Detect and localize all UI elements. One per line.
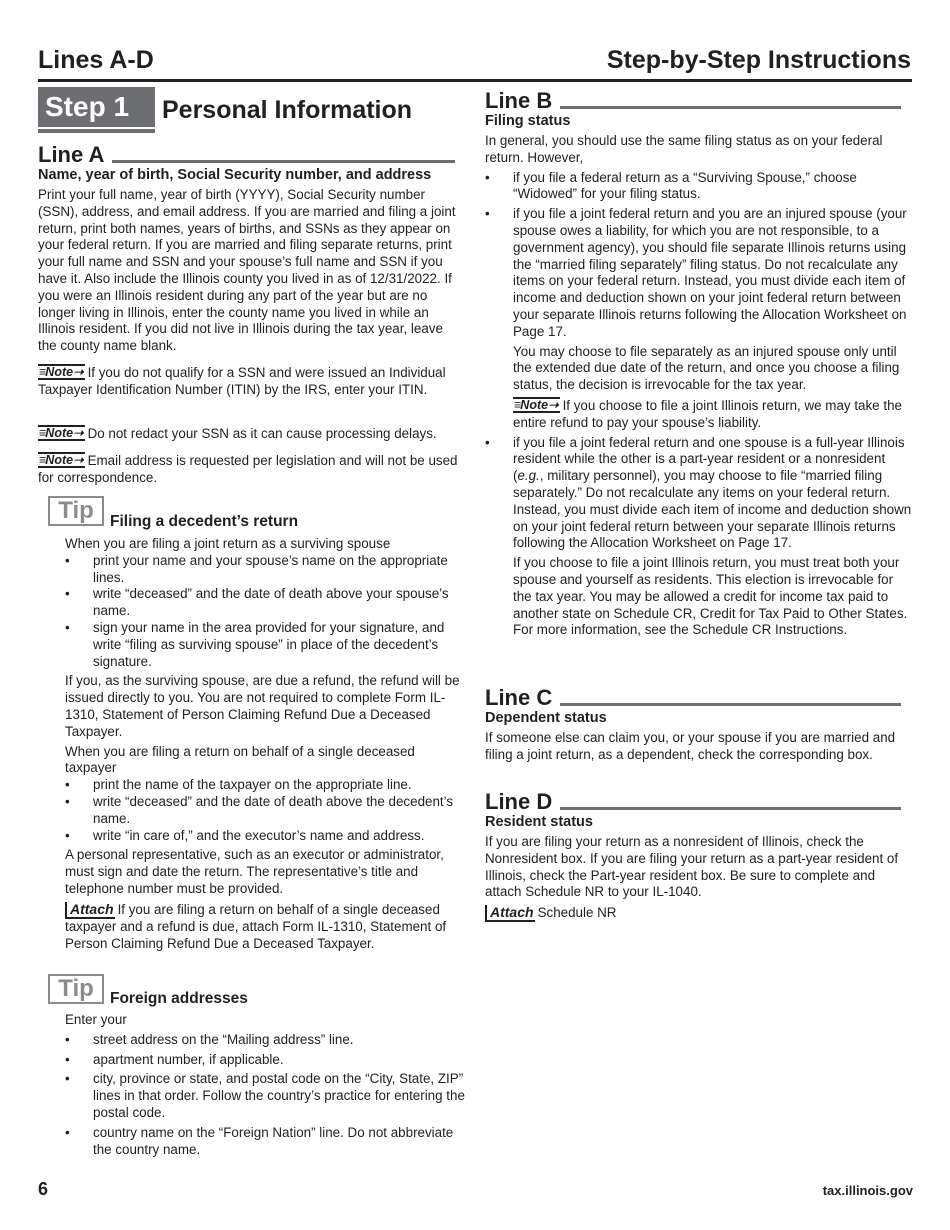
- line-a-subheading: Name, year of birth, Social Security number, and address: [38, 167, 432, 183]
- line-b-heading: Line B: [485, 89, 901, 113]
- tip-decedent-intro-2: When you are filing a return on behalf of a single deceased taxpayer: [65, 743, 415, 776]
- attach-icon: Attach: [485, 905, 535, 922]
- line-b-content: [485, 133, 913, 639]
- list-item: • city, province or state, and postal code on the “City, State, ZIP” lines in that order. Follow the country’s practice for entering the postal code.: [65, 1071, 465, 1121]
- line-d-body: If you are filing your return as a nonresident of Illinois, check the Nonresident box. If you are filing your return as a part-year resident of Illinois, check the Part-year resident box. Be sure to complete and attach Schedule NR to your IL-1040.: [485, 834, 899, 900]
- page-header-right: Step-by-Step Instructions: [606, 46, 911, 74]
- line-b-note: ≡Note➝ If you choose to file a joint Illinois return, we may take the entire refund to pay your spouse’s liability.: [513, 397, 902, 430]
- note-icon: ≡Note➝: [514, 397, 559, 412]
- list-item: • apartment number, if applicable.: [65, 1052, 465, 1069]
- tip-decedent-intro-1: When you are filing a joint return as a surviving spouse: [65, 536, 391, 551]
- list-item: • write “deceased” and the date of death above the decedent’s name.: [65, 794, 465, 828]
- list-item: • print your name and your spouse’s name on the appropriate lines.: [65, 553, 465, 587]
- line-a-body: Print your full name, year of birth (YYYY), Social Security number (SSN), address, and email address. If you are married and filing a joint return, print both names, years of births, and SSNs as they appear on your federal return. If you are married and filing separate returns, print your full name and SSN and your spouse’s full name and SSN if you have it. Also include the Illinois county you lived in as of 12/31/2022. If you were an Illinois resident during any part of the year but are no longer living in Illinois, enter the county name you lived in while an Illinois resident. If you did not live in Illinois during the tax year, leave the county name blank.: [38, 187, 456, 354]
- tip-foreign-content: [65, 1012, 465, 1158]
- tip-icon: Tip: [48, 496, 104, 526]
- line-d-heading: Line D: [485, 790, 901, 814]
- line-a-note-2: ≡Note➝ Do not redact your SSN as it can cause processing delays.: [39, 426, 437, 441]
- tip-decedent-para-1: If you, as the surviving spouse, are due a refund, the refund will be issued directly to you. You are not required to complete Form IL-1310, Statement of Person Claiming Refund Due a Deceased Taxpayer.: [65, 673, 460, 739]
- tip-decedent-para-2: A personal representative, such as an executor or administrator, must sign and date the return. The representative’s title and telephone number must be provided.: [65, 847, 444, 896]
- tip-icon: Tip: [48, 974, 104, 1004]
- line-b-intro: In general, you should use the same filing status as on your federal return. However,: [485, 133, 883, 165]
- list-item: • street address on the “Mailing address” line.: [65, 1032, 465, 1049]
- tip-decedent-attach: Attach If you are filing a return on behalf of a single deceased taxpayer and a refund is due, attach Form IL-1310, Statement of Person Claiming Refund Due a Deceased Taxpayer.: [65, 900, 447, 951]
- line-a-note-3: ≡Note➝ Email address is requested per legislation and will not be used for correspondence.: [38, 453, 458, 485]
- line-a-heading: Line A: [38, 143, 455, 167]
- attach-icon: Attach: [65, 902, 115, 919]
- list-item: • if you file a federal return as a “Surviving Spouse,” choose “Widowed” for your filing status.: [485, 170, 913, 204]
- list-item: • print the name of the taxpayer on the appropriate line.: [65, 777, 465, 794]
- list-item: • country name on the “Foreign Nation” line. Do not abbreviate the country name.: [65, 1125, 465, 1159]
- line-d-attach: Attach Schedule NR: [485, 905, 911, 922]
- header-rule: [38, 79, 912, 82]
- line-c-heading: Line C: [485, 686, 901, 710]
- page-number: 6: [38, 1179, 49, 1199]
- note-icon: ≡Note➝: [39, 453, 84, 467]
- note-icon: ≡Note➝: [39, 426, 84, 440]
- step-underline: [38, 129, 155, 133]
- line-b-injured-para: You may choose to file separately as an injured spouse only until the extended due date of the return, and once you choose a filing status, the decision is irrevocable for the tax year.: [513, 343, 900, 393]
- list-item: • write “in care of,” and the executor’s name and address.: [65, 828, 465, 845]
- line-d-subheading: Resident status: [485, 814, 593, 830]
- step-badge: Step 1: [38, 87, 155, 127]
- line-b-joint-para: If you choose to file a joint Illinois return, you must treat both your spouse and yourself as residents. This election is irrevocable for the tax year. You may be allowed a credit for income tax paid to another state on Schedule CR, Credit for Tax Paid to Other States. For more information, see the Schedule CR Instructions.: [513, 555, 908, 638]
- page-header-left: Lines A-D: [38, 46, 154, 74]
- list-item: • write “deceased” and the date of death above your spouse’s name.: [65, 586, 465, 620]
- line-b-subheading: Filing status: [485, 113, 571, 129]
- list-item: • if you file a joint federal return and you are an injured spouse (your spouse owes a liability, for which you are not responsible, to a government agency), you should file separate Illinois returns using the “married filing separately” filing status. Do not recalculate any items on your federal return. Instead, you must divide each item of income and deduction shown on your joint federal return between your separate Illinois returns following the Allocation Worksheet on Page 17. You may choose to file separately as an injured spouse only until the extended due date of the return, and once you choose a filing status, the decision is irrevocable for the tax year. ≡Note➝ If you choose to file a joint Illinois return, we may take the entire refund to pay your spouse’s liability.: [485, 206, 913, 431]
- list-item: • if you file a joint federal return and one spouse is a full-year Illinois resident while the other is a part-year resident or a nonresident (e.g., military personnel), you may choose to file “married filing separately.” Do not recalculate any items on your federal return. Instead, you must divide each item of income and deduction shown on your joint federal return between your separate Illinois returns following the Allocation Worksheet on Page 17. If you choose to file a joint Illinois return, you must treat both your spouse and yourself as residents. This election is irrevocable for the tax year. You may be allowed a credit for income tax paid to another state on Schedule CR, Credit for Tax Paid to Other States. For more information, see the Schedule CR Instructions.: [485, 435, 913, 640]
- step-title: Personal Information: [162, 96, 413, 124]
- tip-decedent-content: [65, 536, 465, 952]
- note-icon: ≡Note➝: [39, 365, 84, 379]
- tip-decedent-title: Filing a decedent’s return: [110, 513, 299, 530]
- line-a-note-1: ≡Note➝ If you do not qualify for a SSN and were issued an Individual Taxpayer Identification Number (ITIN) by the IRS, enter your ITIN.: [38, 365, 446, 397]
- line-c-subheading: Dependent status: [485, 710, 607, 726]
- tip-foreign-intro: Enter your: [65, 1012, 127, 1027]
- footer-site: tax.illinois.gov: [822, 1183, 913, 1198]
- list-item: • sign your name in the area provided for your signature, and write “filing as surviving spouse” in place of the decedent’s signature.: [65, 620, 465, 670]
- line-c-body: If someone else can claim you, or your spouse if you are married and filing a joint return, as a dependent, check the corresponding box.: [485, 730, 896, 762]
- tip-foreign-title: Foreign addresses: [110, 990, 248, 1007]
